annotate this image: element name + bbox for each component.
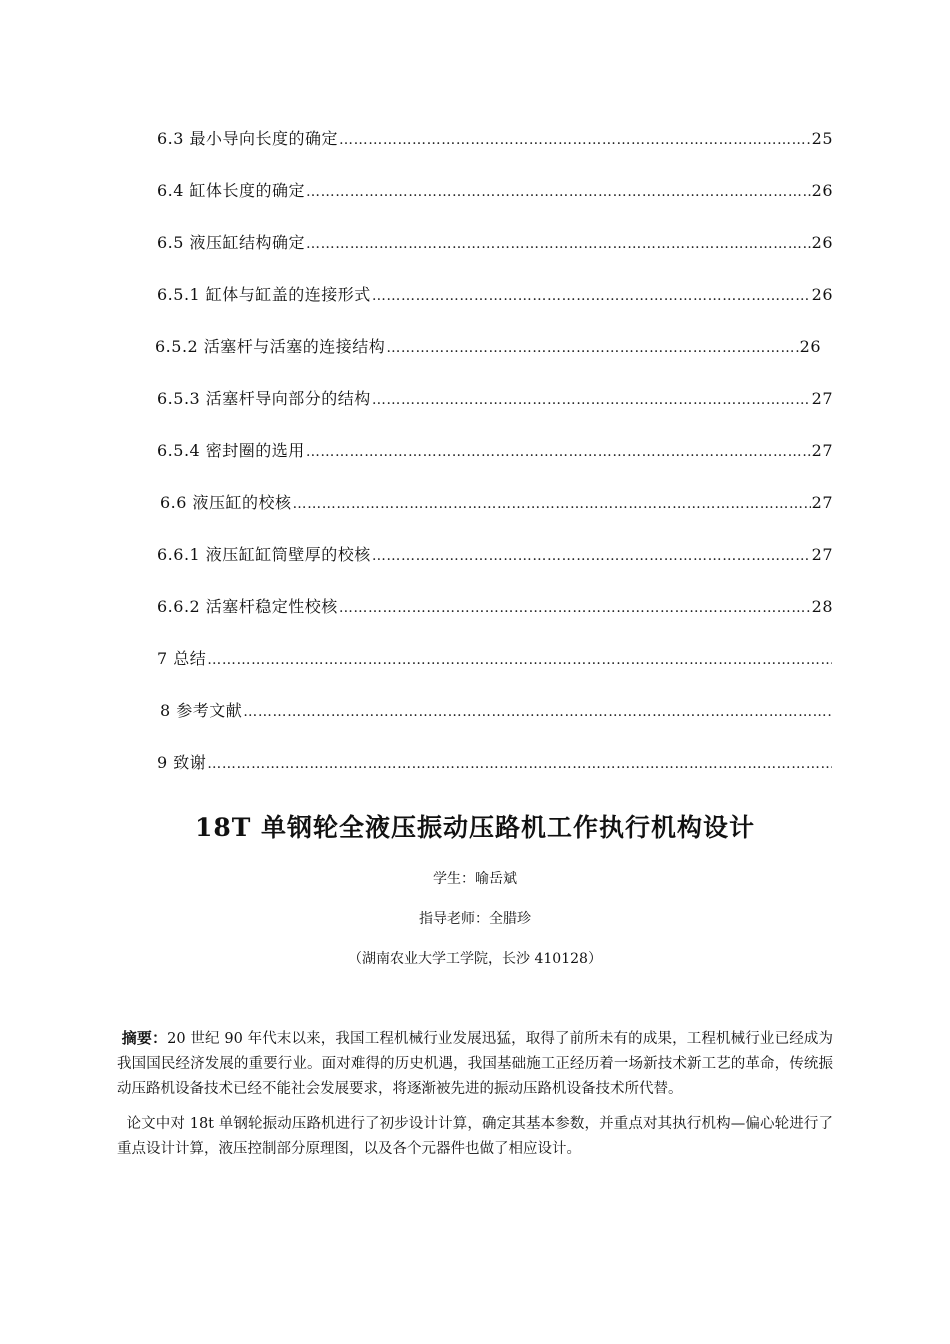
toc-entry-label: 6.5 液压缸结构确定 (157, 233, 306, 252)
toc-entry[interactable] (157, 178, 833, 230)
toc-entry[interactable] (157, 438, 833, 490)
toc-entry-label: 6.5.2 活塞杆与活塞的连接结构 (155, 337, 386, 356)
toc-entry-label: 6.4 缸体长度的确定 (157, 181, 306, 200)
toc-entry-label: 6.5.3 活塞杆导向部分的结构 (157, 389, 371, 408)
toc-entry[interactable] (157, 646, 833, 698)
paper-title: 18T 单钢轮全液压振动压路机工作执行机构设计 (194, 813, 756, 842)
toc-leader-dots (372, 288, 811, 304)
toc-entry[interactable] (157, 542, 833, 594)
toc-entry-label: 9 致谢 (157, 753, 207, 772)
toc-leader-dots (372, 392, 811, 408)
toc-entry-page: 26 (799, 337, 821, 356)
toc-entry[interactable] (157, 230, 833, 282)
toc-entry-page: 27 (811, 389, 833, 408)
toc-entry-page: 26 (811, 181, 833, 200)
toc-entry[interactable] (157, 126, 833, 178)
toc-entry-page: 27 (811, 493, 833, 512)
toc-leader-dots (386, 340, 798, 356)
toc-entry-label: 6.6 液压缸的校核 (160, 493, 292, 512)
abstract-label: 摘要： (121, 1029, 168, 1047)
abstract-section (117, 1026, 833, 1172)
abstract-text: 20 世纪 90 年代末以来，我国工程机械行业发展迅猛，取得了前所未有的成果，工程机械行业已经成为我国国民经济发展的重要行业。面对难得的历史机遇，我国基础施工正经历着一场新技术新工艺的革命，传统振动压路机设备技术已经不能社会发展要求，将逐渐被先进的振动压路机设备技术所代替。 (117, 1031, 833, 1097)
toc-leader-dots (306, 444, 811, 460)
toc-entry[interactable] (157, 282, 833, 334)
toc-leader-dots (293, 496, 811, 512)
toc-entry[interactable] (155, 334, 821, 386)
toc-leader-dots (306, 236, 811, 252)
toc-entry-page: 26 (811, 285, 833, 304)
abstract-paragraph (117, 1026, 833, 1102)
toc-entry[interactable] (157, 594, 833, 646)
toc-entry[interactable] (157, 386, 833, 438)
affiliation: （湖南农业大学工学院，长沙 410128） (348, 951, 602, 967)
toc-leader-dots (243, 704, 832, 720)
toc-entry-label: 6.6.2 活塞杆稳定性校核 (157, 597, 338, 616)
toc-entry-page: 27 (811, 441, 833, 460)
toc-entry-label: 7 总结 (157, 649, 207, 668)
toc-entry-page: 28 (811, 597, 833, 616)
student-name: 学生：喻岳斌 (433, 871, 517, 887)
toc-leader-dots (306, 184, 811, 200)
toc-entry-label: 6.5.1 缸体与缸盖的连接形式 (157, 285, 371, 304)
toc-entry[interactable] (157, 698, 833, 750)
toc-entry-label: 6.3 最小导向长度的确定 (157, 129, 339, 148)
toc-entry-page: 27 (811, 545, 833, 564)
table-of-contents (157, 126, 833, 802)
toc-leader-dots (339, 600, 811, 616)
toc-entry-label: 6.5.4 密封圈的选用 (157, 441, 305, 460)
toc-entry-label: 6.6.1 液压缸缸筒壁厚的校核 (157, 545, 371, 564)
toc-leader-dots (339, 132, 811, 148)
toc-leader-dots (207, 756, 832, 772)
toc-entry[interactable] (157, 490, 833, 542)
toc-entry-page: 26 (811, 233, 833, 252)
advisor-name: 指导老师：全腊珍 (419, 911, 531, 927)
toc-leader-dots (372, 548, 811, 564)
abstract-paragraph (117, 1112, 833, 1162)
toc-entry-page: 25 (811, 129, 833, 148)
toc-entry[interactable] (157, 750, 833, 802)
toc-entry-label: 8 参考文献 (160, 701, 243, 720)
toc-leader-dots (207, 652, 832, 668)
abstract-text: 论文中对 18t 单钢轮振动压路机进行了初步设计计算，确定其基本参数，并重点对其执行机构—偏心轮进行了重点设计计算，液压控制部分原理图，以及各个元器件也做了相应设计。 (117, 1116, 834, 1157)
